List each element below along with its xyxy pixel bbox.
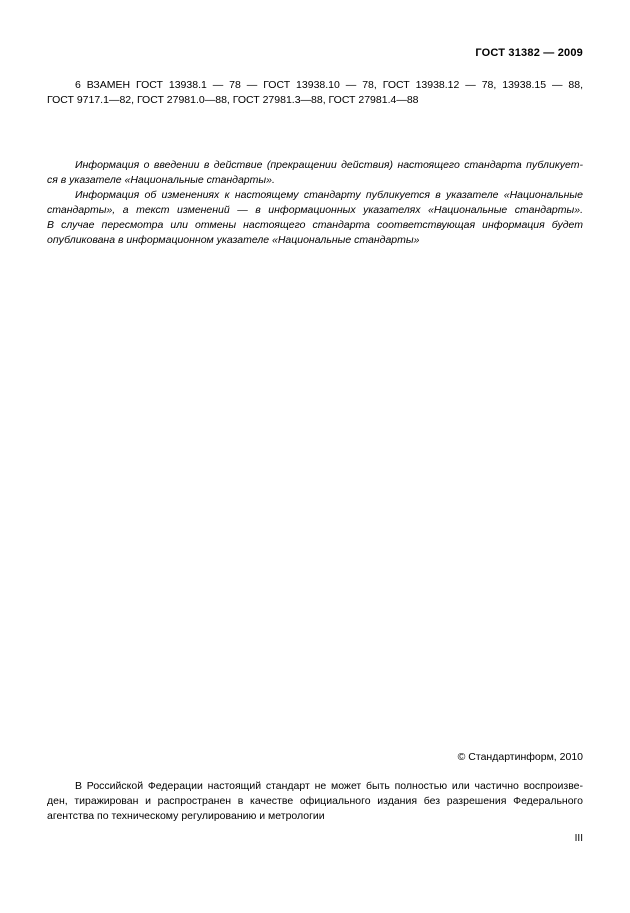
replacement-line-1: 6 ВЗАМЕН ГОСТ 13938.1 — 78 — ГОСТ 13938.10 — 78, ГОСТ 13938.12 — 78, 13938.15 — 88, <box>75 79 583 91</box>
copyright-notice: © Стандартинформ, 2010 <box>457 751 583 763</box>
replacement-notice <box>47 78 583 108</box>
replacement-line-2: ГОСТ 9717.1—82, ГОСТ 27981.0—88, ГОСТ 27981.3—88, ГОСТ 27981.4—88 <box>47 94 419 106</box>
legal-line-2: ден, тиражирован и распространен в качестве официального издания без разрешения Федерального <box>47 795 583 807</box>
info-line-6: опубликована в информационном указателе «Национальные стандарты» <box>47 234 420 246</box>
info-line-2: ся в указателе «Национальные стандарты». <box>47 174 275 186</box>
info-line-5: В случае пересмотра или отмены настоящего стандарта соответствующая информация будет <box>47 219 583 231</box>
info-line-3: Информация об изменениях к настоящему стандарту публикуется в указателе «Национальные <box>75 189 583 201</box>
legal-notice <box>47 779 583 824</box>
info-line-4: стандарты», а текст изменений — в информационных указателях «Национальные стандарты». <box>47 204 583 216</box>
legal-line-3: агентства по техническому регулированию и метрологии <box>47 810 325 822</box>
info-line-1: Информация о введении в действие (прекращении действия) настоящего стандарта публикует- <box>75 159 583 171</box>
legal-line-1: В Российской Федерации настоящий стандарт не может быть полностью или частично воспроизве- <box>75 780 583 792</box>
page-number: III <box>574 833 583 844</box>
publication-info <box>47 158 583 248</box>
standard-code: ГОСТ 31382 — 2009 <box>475 47 583 59</box>
